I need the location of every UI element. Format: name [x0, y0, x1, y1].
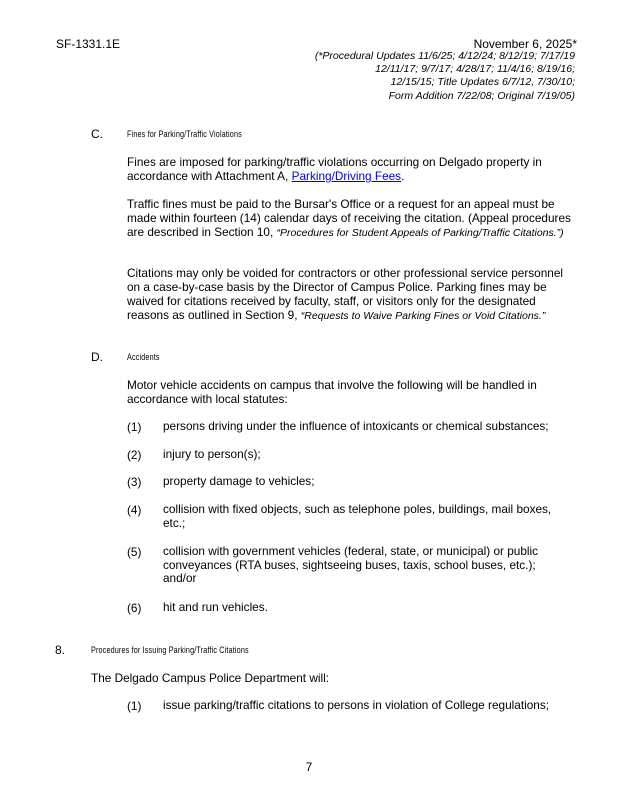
- paragraph-end: .”): [553, 227, 564, 239]
- paragraph-end: .: [401, 169, 405, 183]
- section-d-intro: Motor vehicle accidents on campus that involve the following will be handled in accordance with local statutes:: [127, 378, 537, 406]
- revision-line: 12/11/17; 9/7/17; 4/28/17; 11/4/16; 8/19/16;: [375, 63, 575, 76]
- paragraph-text: Traffic fines must be paid to the Bursar's Office or a request for an appeal must be made within fourteen (14) calendar days of receiving the citation. (Appeal procedures are described in Section 10,: [127, 197, 571, 239]
- revision-line: 12/15/15; Title Updates 6/7/12, 7/30/10;: [390, 76, 575, 89]
- section-8-number: 8.: [55, 643, 66, 657]
- section-d-title: Accidents: [127, 352, 160, 362]
- list-item: collision with government vehicles (federal, state, or municipal) or public conveyances (RTA buses, sightseeing buses, taxis, school buses, etc.); and/or: [163, 544, 539, 585]
- list-item: issue parking/traffic citations to persons in violation of College regulations;: [163, 698, 550, 712]
- page-number: 7: [305, 760, 313, 774]
- section-c-letter: C.: [91, 127, 103, 141]
- revision-line: (*Procedural Updates 11/6/25; 4/12/24; 8/12/19; 7/17/19: [314, 50, 575, 62]
- list-item-number: (6): [127, 601, 142, 615]
- parking-fees-link[interactable]: Parking/Driving Fees: [291, 169, 402, 183]
- section-d-letter: D.: [91, 350, 103, 364]
- paragraph-italic-ref: “Procedures for Student Appeals of Parking/Traffic Citations: [276, 227, 554, 239]
- list-item-number: (1): [127, 420, 142, 434]
- section-c-paragraph-2: [127, 197, 579, 240]
- paragraph-text: Fines are imposed for parking/traffic violations occurring on Delgado property in accordance with Attachment A,: [127, 155, 542, 183]
- section-c-paragraph-3: [127, 266, 579, 323]
- list-item: persons driving under the influence of intoxicants or chemical substances;: [163, 419, 549, 433]
- document-date: November 6, 2025*: [473, 37, 577, 51]
- list-item-number: (4): [127, 503, 142, 517]
- section-8-intro: The Delgado Campus Police Department will:: [91, 671, 330, 685]
- list-item-number: (1): [127, 699, 142, 713]
- section-c-paragraph-1: [127, 155, 579, 183]
- list-item: injury to person(s);: [163, 447, 261, 461]
- list-item-number: (3): [127, 475, 142, 489]
- section-8-title: Procedures for Issuing Parking/Traffic Citations: [91, 645, 249, 655]
- list-item: hit and run vehicles.: [163, 600, 268, 614]
- paragraph-italic-ref: “Requests to Waive Parking Fines or Void Citations.”: [300, 310, 546, 322]
- paragraph-text: Citations may only be voided for contractors or other professional service personnel on a case-by-case basis by the Director of Campus Police. Parking fines may be waived for citations received by faculty, staff, or visitors only for the designated reasons as outlined in Section 9,: [127, 266, 564, 322]
- revision-line: Form Addition 7/22/08; Original 7/19/05): [388, 89, 575, 102]
- document-id: SF-1331.1E: [56, 37, 121, 51]
- list-item-number: (5): [127, 545, 142, 559]
- list-item-number: (2): [127, 448, 142, 462]
- section-c-title: Fines for Parking/Traffic Violations: [127, 129, 242, 139]
- list-item: collision with fixed objects, such as telephone poles, buildings, mail boxes, etc.;: [163, 502, 552, 530]
- revision-history: [275, 50, 575, 103]
- list-item: property damage to vehicles;: [163, 474, 315, 488]
